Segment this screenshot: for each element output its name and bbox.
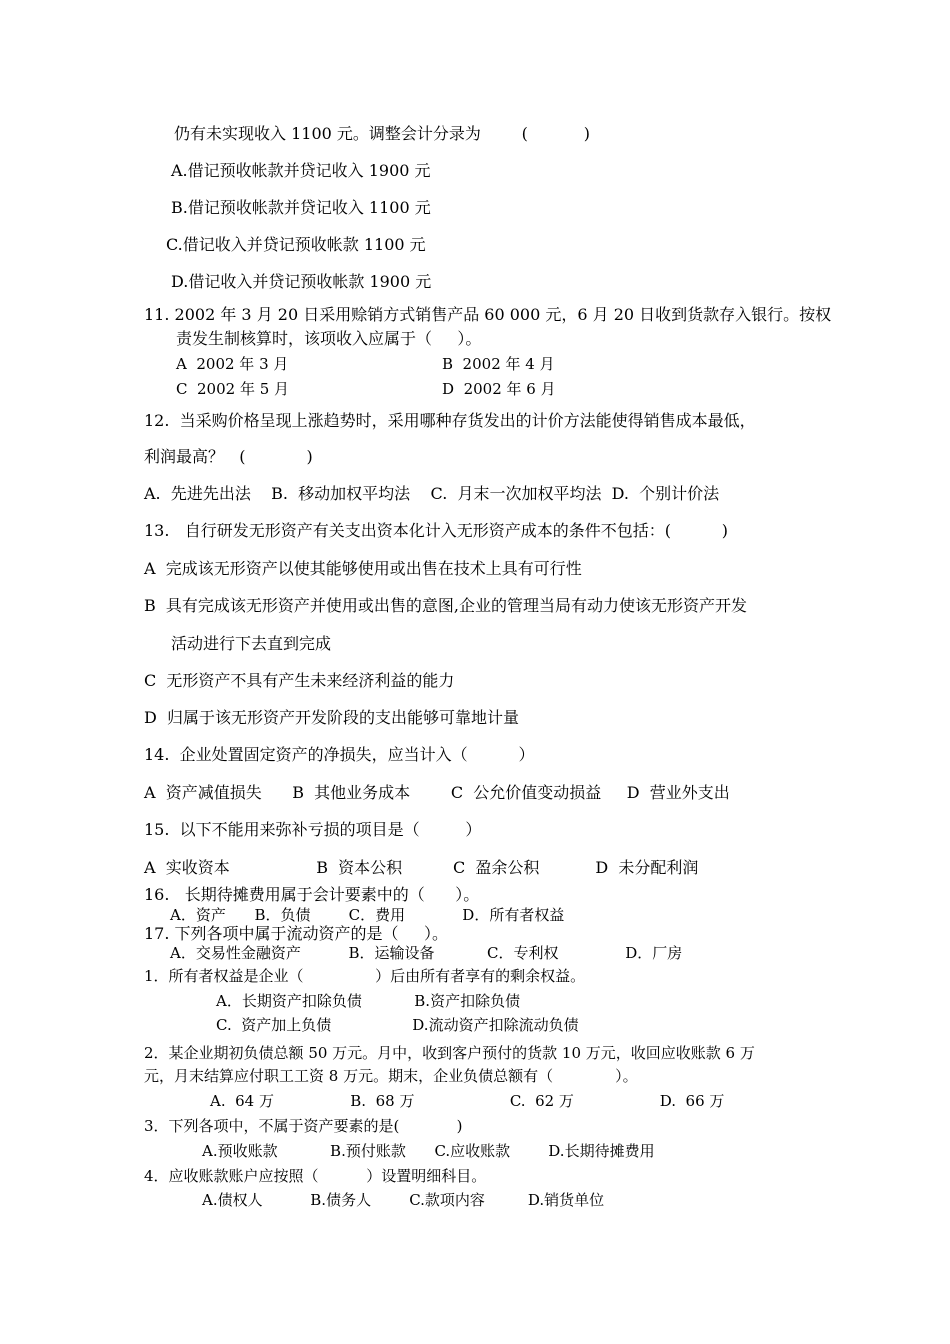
q13-stem: 13. 自行研发无形资产有关支出资本化计入无形资产成本的条件不包括：( ) xyxy=(144,521,729,540)
q13-option-d: D 归属于该无形资产开发阶段的支出能够可靠地计量 xyxy=(144,708,520,727)
q3-options: A.预收账款 B.预付账款 C.应收账款 D.长期待摊费用 xyxy=(202,1142,655,1160)
q16-options: A．资产 B．负债 C．费用 D．所有者权益 xyxy=(170,906,565,924)
q13-option-b-continued: 活动进行下去直到完成 xyxy=(171,634,332,653)
q13-option-c: C 无形资产不具有产生未来经济利益的能力 xyxy=(144,671,455,690)
q10-option-a: A.借记预收帐款并贷记收入 1900 元 xyxy=(171,161,431,180)
q14-options: A 资产减值损失 B 其他业务成本 C 公允价值变动损益 D 营业外支出 xyxy=(144,783,730,802)
q12-stem: 12. 当采购价格呈现上涨趋势时，采用哪种存货发出的计价方法能使得销售成本最低， xyxy=(144,411,756,430)
q11-option-b: B 2002 年 4 月 xyxy=(442,355,555,373)
q11-option-c: C 2002 年 5 月 xyxy=(176,380,290,398)
q10-stem-continued: 仍有未实现收入 1100 元。调整会计分录为 ( ) xyxy=(174,124,591,143)
q11-stem: 11. 2002 年 3 月 20 日采用赊销方式销售产品 60 000 元，6 月 20 日收到货款存入银行。按权 xyxy=(144,305,832,324)
q2-stem: 2．某企业期初负债总额 50 万元。月中，收到客户预付的货款 10 万元，收回应收账款 6 万 xyxy=(144,1044,755,1062)
q2-options: A. 64 万 B. 68 万 C. 62 万 D. 66 万 xyxy=(210,1092,725,1110)
q13-option-b: B 具有完成该无形资产并使用或出售的意图,企业的管理当局有动力使该无形资产开发 xyxy=(144,596,748,615)
q2-stem-continued: 元，月末结算应付职工工资 8 万元。期末，企业负债总额有（ ）。 xyxy=(144,1067,638,1085)
q14-stem: 14. 企业处置固定资产的净损失，应当计入（ ） xyxy=(144,745,535,764)
q1-stem: 1．所有者权益是企业（ ）后由所有者享有的剩余权益。 xyxy=(144,967,586,985)
q11-option-a: A 2002 年 3 月 xyxy=(176,355,289,373)
q16-stem: 16. 长期待摊费用属于会计要素中的（ ）。 xyxy=(144,885,480,904)
q10-option-b: B.借记预收帐款并贷记收入 1100 元 xyxy=(171,198,431,217)
q1-options-row1: A．长期资产扣除负债 B.资产扣除负债 xyxy=(216,992,521,1010)
q13-option-a: A 完成该无形资产以使其能够使用或出售在技术上具有可行性 xyxy=(144,559,582,578)
q17-options: A．交易性金融资产 B．运输设备 C．专利权 D．厂房 xyxy=(170,944,683,962)
q10-option-d: D.借记收入并贷记预收帐款 1900 元 xyxy=(171,272,432,291)
q12-stem-continued: 利润最高？ ( ) xyxy=(144,447,313,466)
q15-options: A 实收资本 B 资本公积 C 盈余公积 D 未分配利润 xyxy=(144,858,699,877)
q4-options: A.债权人 B.债务人 C.款项内容 D.销货单位 xyxy=(202,1191,605,1209)
q17-stem: 17. 下列各项中属于流动资产的是（ ）。 xyxy=(144,924,448,943)
q11-option-d: D 2002 年 6 月 xyxy=(442,380,556,398)
q10-option-c: C.借记收入并贷记预收帐款 1100 元 xyxy=(166,235,426,254)
q11-stem-continued: 责发生制核算时，该项收入应属于（ ）。 xyxy=(176,329,482,348)
q4-stem: 4．应收账款账户应按照（ ）设置明细科目。 xyxy=(144,1167,487,1185)
q12-options: A. 先进先出法 B. 移动加权平均法 C. 月末一次加权平均法 D. 个别计价法 xyxy=(144,484,720,503)
q15-stem: 15. 以下不能用来弥补亏损的项目是（ ） xyxy=(144,820,482,839)
q3-stem: 3．下列各项中，不属于资产要素的是( ) xyxy=(144,1117,463,1135)
q1-options-row2: C. 资产加上负债 D.流动资产扣除流动负债 xyxy=(216,1016,579,1034)
